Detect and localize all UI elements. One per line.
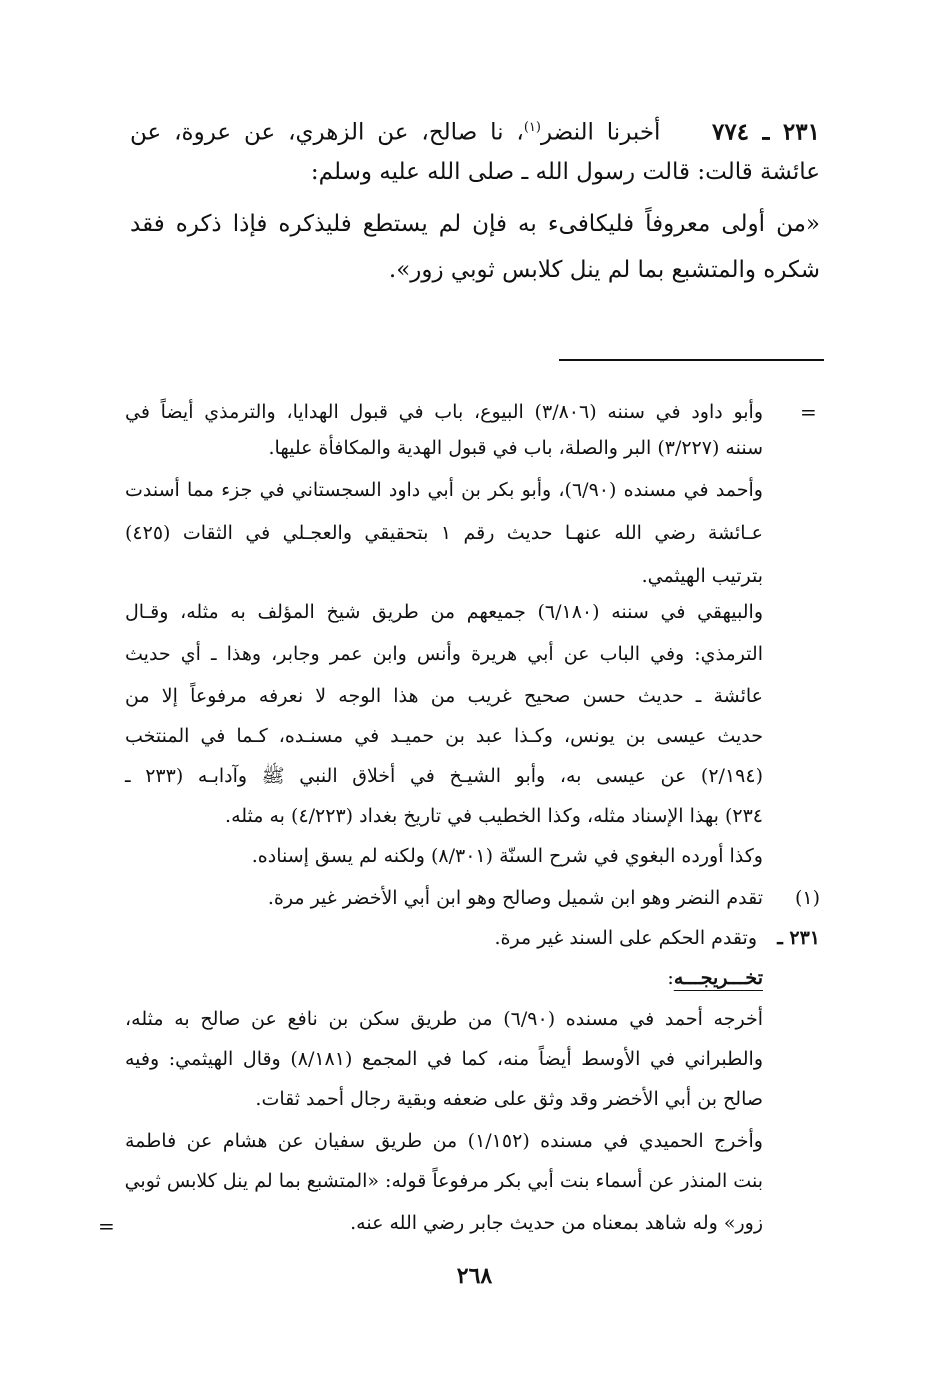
takhrij-line: صالح بن أبي الأخضر وقد وثق على ضعفه وبقية رجال أحمد ثقات.	[255, 1088, 763, 1110]
footnote-line: حديث عيسى بن يونس، وكـذا عبد بن حميـد في مسنـده، كـما في المنتخب	[125, 725, 763, 747]
footnote-marker-231: ٢٣١ ـ	[777, 927, 820, 949]
footnote-231-text: وتقدم الحكم على السند غير مرة.	[494, 927, 757, 949]
footnote-line: عائشة ـ حديث حسن صحيح غريب من هذا الوجه لا نعرفه مرفوعاً إلا من	[125, 685, 764, 707]
takhrij-line: والطبراني في الأوسط أيضاً منه، كما في المجمع (٨/١٨١) وقال الهيثمي: وفيه	[125, 1048, 763, 1070]
footnote-line: عـائشة رضي الله عنهـا حديث رقم ١ بتحقيقي والعجـلي في الثقات (٤٢٥)	[125, 522, 763, 544]
footnote-line: وكذا أورده البغوي في شرح السنّة (٨/٣٠١) ولكنه لم يسق إسناده.	[251, 845, 763, 867]
hadith-line-1	[130, 108, 820, 153]
hadith-number: ٢٣١ ـ ٧٧٤	[711, 118, 820, 146]
footnote-line: ٢٣٤) بهذا الإسناد مثله، وكذا الخطيب في تاريخ بغداد (٤/٢٢٣) به مثله.	[225, 805, 763, 827]
takhrij-heading	[125, 962, 763, 994]
footnote-line: وأحمد في مسنده (٦/٩٠)، وأبو بكر بن أبي داود السجستاني في جزء مما أسندت	[125, 479, 763, 501]
footnote-ref-1: (١)	[523, 120, 541, 135]
hadith-line-2: عائشة قالت: قالت رسول الله ـ صلى الله عليه وسلم:	[310, 159, 820, 185]
takhrij-line: بنت المنذر عن أسماء بنت أبي بكر مرفوعاً قوله: «المتشبع بما لم ينل كلابس ثوبي	[124, 1170, 763, 1192]
footnote-line: بترتيب الهيثمي.	[641, 565, 763, 587]
hadith-isnad-start: أخبرنا النضر	[540, 119, 661, 146]
continuation-mark-top: =	[800, 400, 817, 424]
footnote-1-text: تقدم النضر وهو ابن شميل وصالح وهو ابن أبي الأخضر غير مرة.	[267, 887, 763, 909]
takhrij-line: وأخرج الحميدي في مسنده (١/١٥٢) من طريق سفيان عن هشام عن فاطمة	[125, 1130, 763, 1152]
continuation-mark-bottom: =	[98, 1214, 115, 1238]
takhrij-title: تخـــريجـــه	[673, 967, 763, 989]
takhrij-line: زور» وله شاهد بمعناه من حديث جابر رضي الله عنه.	[350, 1212, 763, 1234]
footnote-separator	[559, 359, 824, 361]
footnote-line: وأبو داود في سننه (٣/٨٠٦) البيوع، باب في قبول الهدايا، والترمذي أيضاً في	[125, 401, 764, 423]
hadith-matn-line-1: «من أولى معروفاً فليكافىء به فإن لم يستطع فليذكره فإذا ذكره فقد	[130, 211, 820, 237]
hadith-matn-line-2: شكره والمتشبع بما لم ينل كلابس ثوبي زور».	[388, 257, 820, 283]
footnote-line: سننه (٣/٢٢٧) البر والصلة، باب في قبول الهدية والمكافأة عليها.	[268, 437, 763, 459]
footnote-line: والبيهقي في سننه (٦/١٨٠) جميعهم من طريق شيخ المؤلف به مثله، وقـال	[125, 601, 763, 623]
takhrij-colon: :	[667, 967, 674, 989]
footnote-line: الترمذي: وفي الباب عن أبي هريرة وأنس وابن عمر وجابر، وهذا ـ أي حديث	[125, 643, 763, 665]
footnote-marker-1: (١)	[794, 887, 820, 909]
hadith-isnad-rest: ، نا صالح، عن الزهري، عن عروة، عن	[130, 119, 524, 146]
footnote-line: (٢/١٩٤) عن عيسى به، وأبو الشيـخ في أخلاق النبي ﷺ وآدابـه (٢٣٣ ـ	[125, 765, 763, 787]
page-number: ٢٦٨	[456, 1263, 493, 1289]
takhrij-line: أخرجه أحمد في مسنده (٦/٩٠) من طريق سكن بن نافع عن صالح به مثله،	[125, 1008, 763, 1030]
